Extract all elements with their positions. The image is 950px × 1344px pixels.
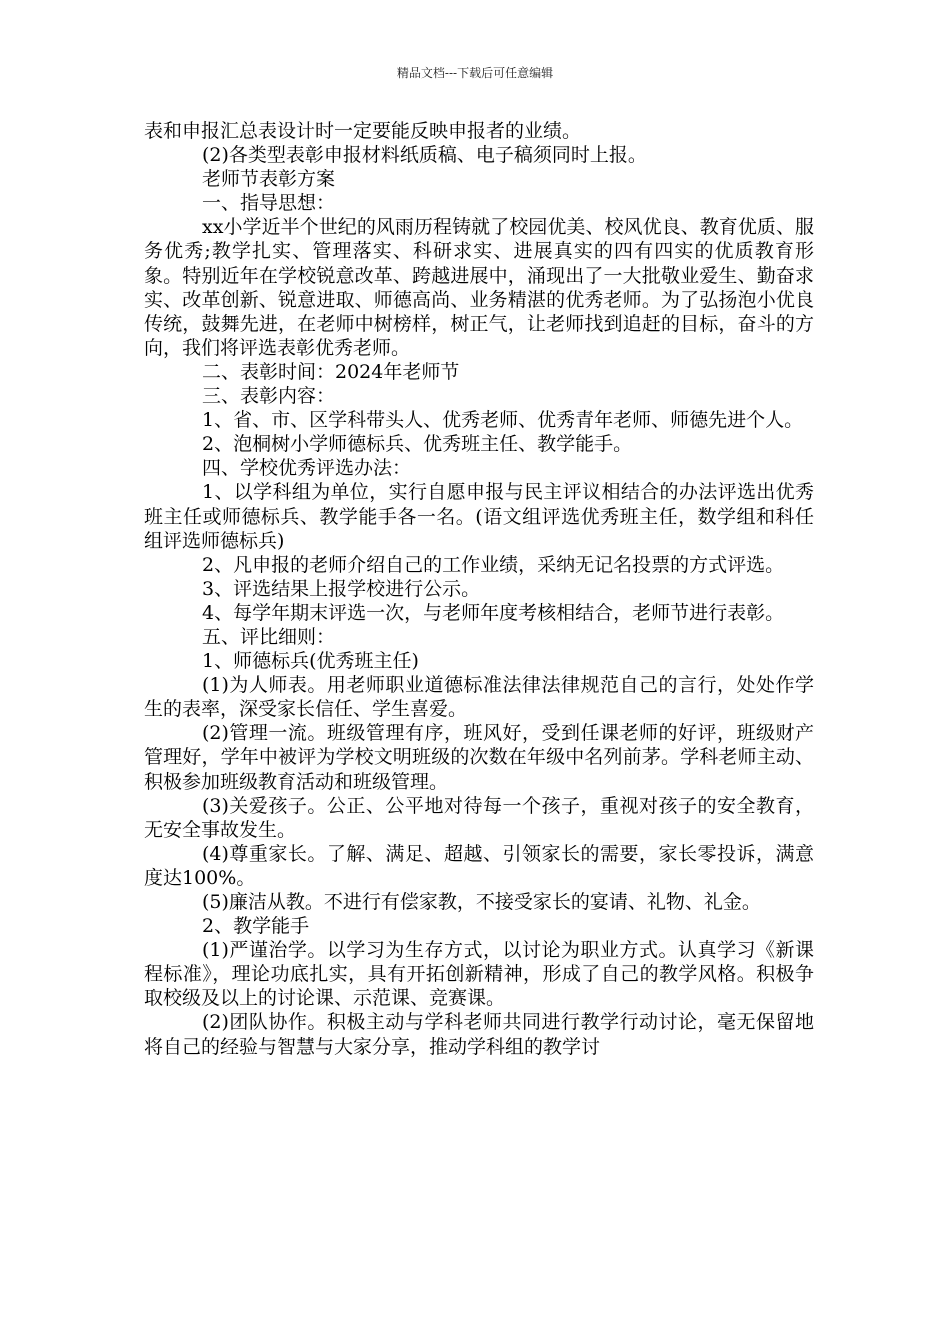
list-item: 3、评选结果上报学校进行公示。 [202,577,481,600]
section-heading: 一、指导思想： [202,192,336,215]
page-header: 精品文档---下载后可任意编辑 [396,66,554,80]
paragraph: xx小学近半个世纪的风雨历程铸就了校园优美、校风优良、教育优质、服务优秀;教学扎实、管理落实、科研求实、进展真实的四有四实的优质教育形象。特别近年在学校锐意改革、跨越进展中，涌现出了一大批敬业爱生、勤奋求实、改革创新、锐意进取、师德高尚、业务精湛的优秀老师。为了弘扬泡小优良传统，鼓舞先进，在老师中树榜样，树正气，让老师找到追赶的目标，奋斗的方向，我们将评选表彰优秀老师。 [144,216,814,359]
list-item: 2、凡申报的老师介绍自己的工作业绩，采纳无记名投票的方式评选。 [202,553,785,576]
list-item: (1)为人师表。用老师职业道德标准法律法律规范自己的言行，处处作学生的表率，深受家长信任、学生喜爱。 [144,674,814,721]
list-item: 4、每学年期末评选一次，与老师年度考核相结合，老师节进行表彰。 [202,601,785,624]
paragraph: 表和申报汇总表设计时一定要能反映申报者的业绩。 [144,120,582,142]
document-body [144,119,814,1059]
subsection-heading: 1、师德标兵(优秀班主任) [202,650,419,673]
section-heading: 五、评比细则： [202,625,336,648]
list-item: (2)团队协作。积极主动与学科老师共同进行教学行动讨论，毫无保留地将自己的经验与智慧与大家分享，推动学科组的教学讨 [144,1011,814,1058]
section-heading: 三、表彰内容： [202,385,336,408]
list-item: (2)管理一流。班级管理有序，班风好，受到任课老师的好评，班级财产管理好，学年中被评为学校文明班级的次数在年级中名列前茅。学科老师主动、积极参加班级教育活动和班级管理。 [144,722,814,793]
list-item: (1)严谨治学。以学习为生存方式，以讨论为职业方式。认真学习《新课程标准》，理论功底扎实，具有开拓创新精神，形成了自己的教学风格。积极争取校级及以上的讨论课、示范课、竞赛课。 [144,939,814,1010]
list-item: 1、省、市、区学科带头人、优秀老师、优秀青年老师、师德先进个人。 [202,409,804,432]
list-item: (4)尊重家长。了解、满足、超越、引领家长的需要，家长零投诉，满意度达100%。 [144,842,814,889]
section-title: 老师节表彰方案 [202,168,336,191]
list-item: (3)关爱孩子。公正、公平地对待每一个孩子，重视对孩子的安全教育，无安全事故发生。 [144,794,814,841]
section-heading: 四、学校优秀评选办法： [202,457,412,480]
list-item: 2、泡桐树小学师德标兵、优秀班主任、教学能手。 [202,433,633,456]
subsection-heading: 2、教学能手 [202,915,310,938]
section-heading: 二、表彰时间：2024年老师节 [202,360,460,383]
list-item: 1、以学科组为单位，实行自愿申报与民主评议相结合的办法评选出优秀班主任或师德标兵、教学能手各一名。(语文组评选优秀班主任，数学组和科任组评选师德标兵) [144,481,814,552]
paragraph: (2)各类型表彰申报材料纸质稿、电子稿须同时上报。 [202,144,647,167]
list-item: (5)廉洁从教。不进行有偿家教，不接受家长的宴请、礼物、礼金。 [202,891,761,913]
